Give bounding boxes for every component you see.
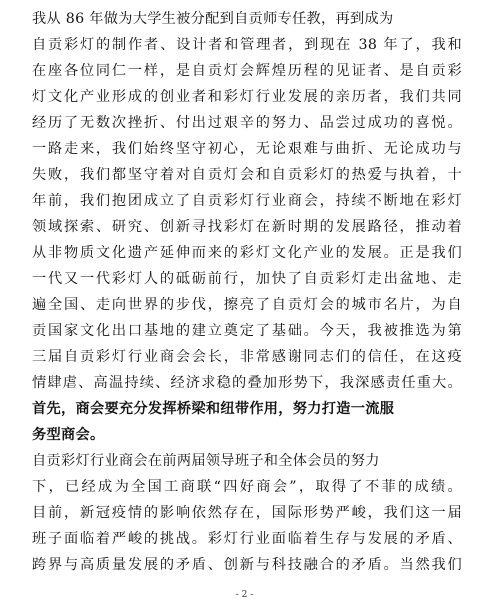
text-line-19: 下，已经成为全国工商联“四好商会”，取得了不菲的成绩。 <box>32 479 462 495</box>
section-heading-line-2: 务型商会。 <box>32 427 105 443</box>
text-line-22: 跨界与高质量发展的矛盾、创新与科技融合的矛盾。当然我们 <box>32 557 462 573</box>
text-line-11: 一代又一代彩灯人的砥砺前行，加快了自贡彩灯走出盆地、走 <box>32 271 462 287</box>
text-line-1: 我从 86 年做为大学生被分配到自贡师专任教，再到成为 <box>32 11 394 27</box>
text-line-14: 三届自贡彩灯行业商会会长，非常感谢同志们的信任，在这疫 <box>32 349 462 365</box>
text-line-5: 经历了无数次挫折、付出过艰辛的努力、品尝过成功的喜悦。 <box>32 115 462 131</box>
text-line-15: 情肆虐、高温持续、经济求稳的叠加形势下，我深感责任重大。 <box>32 375 462 391</box>
text-line-3: 在座各位同仁一样，是自贡灯会辉煌历程的见证者、是自贡彩 <box>32 63 462 79</box>
text-line-2: 自贡彩灯的制作者、设计者和管理者，到现在 38 年了，我和 <box>32 37 462 53</box>
section-heading-line-1: 首先，商会要充分发挥桥梁和纽带作用，努力打造一流服 <box>32 401 395 417</box>
text-line-18: 自贡彩灯行业商会在前两届领导班子和全体会员的努力 <box>32 453 380 469</box>
text-line-7: 失败，我们都坚守着对自贡灯会和自贡彩灯的热爱与执着，十 <box>32 167 462 183</box>
text-line-4: 灯文化产业形成的创业者和彩灯行业发展的亲历者，我们共同 <box>32 89 462 105</box>
text-line-20: 目前，新冠疫情的影响依然存在，国际形势严峻，我们这一届 <box>32 505 462 521</box>
text-line-10: 从非物质文化遗产延伸而来的彩灯文化产业的发展。正是我们 <box>32 245 462 261</box>
text-line-21: 班子面临着严峻的挑战。彩灯行业面临着生存与发展的矛盾、 <box>32 531 462 547</box>
page-number: - 2 - <box>235 590 254 600</box>
text-line-9: 领域探索、研究、创新寻找彩灯在新时期的发展路径，推动着 <box>32 219 462 235</box>
text-line-8: 年前，我们抱团成立了自贡彩灯行业商会，持续不断地在彩灯 <box>32 193 462 209</box>
text-line-13: 贡国家文化出口基地的建立奠定了基础。今天，我被推选为第 <box>32 323 462 339</box>
text-line-12: 遍全国、走向世界的步伐，擦亮了自贡灯会的城市名片，为自 <box>32 297 462 313</box>
text-line-6: 一路走来，我们始终坚守初心，无论艰难与曲折、无论成功与 <box>32 141 462 157</box>
